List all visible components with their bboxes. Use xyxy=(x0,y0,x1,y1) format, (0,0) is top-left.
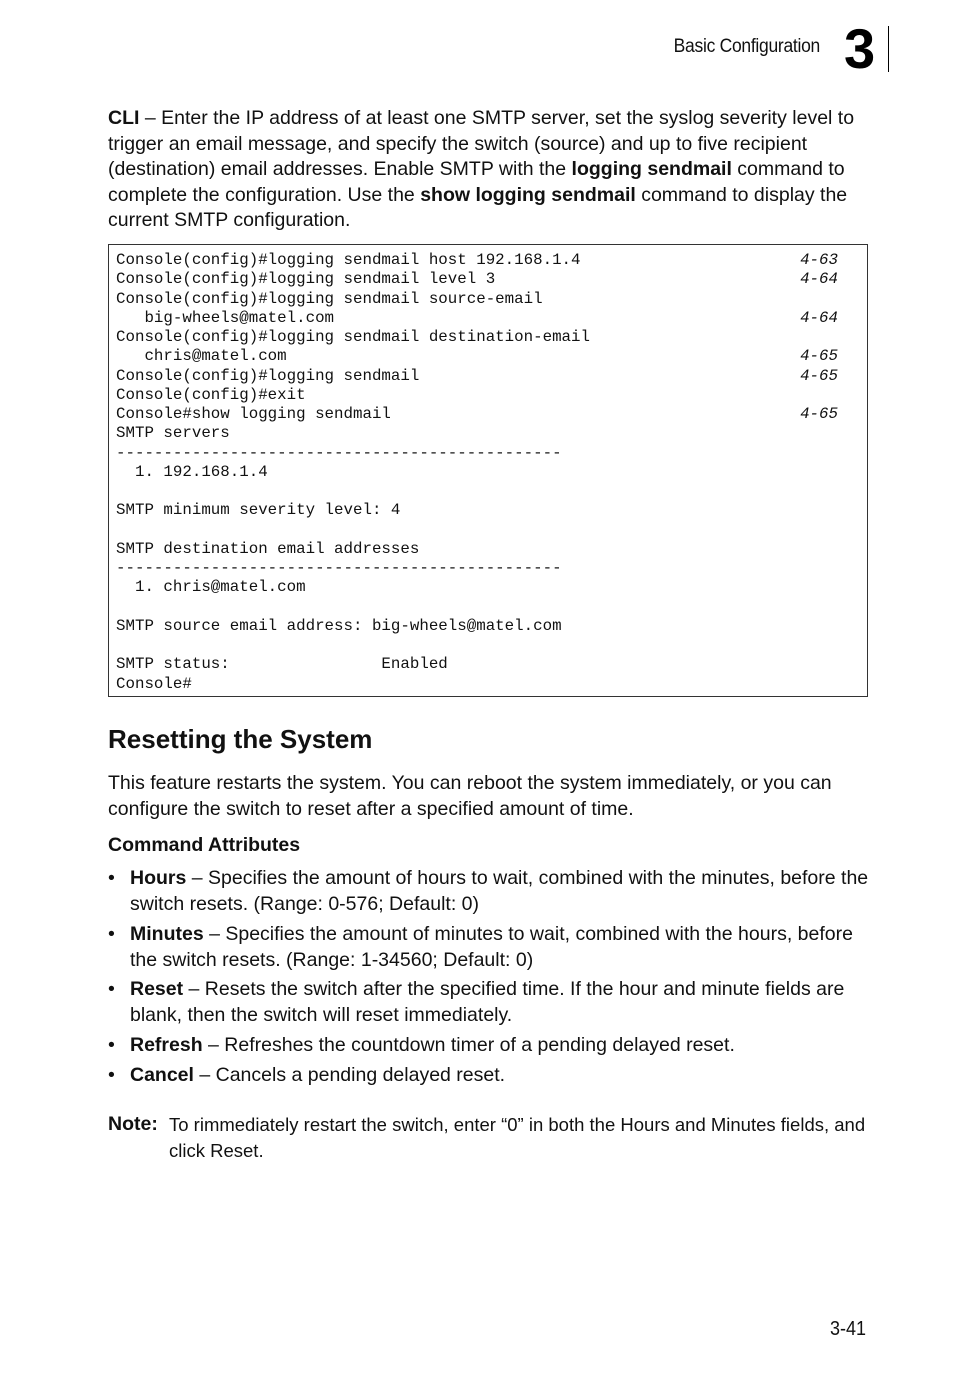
bullet-marker: • xyxy=(108,978,115,1000)
running-header-title: Basic Configuration xyxy=(673,36,820,57)
page-reference: 4-65 xyxy=(800,347,838,366)
cli-text-3: command to display the current SMTP configuration. xyxy=(108,183,848,231)
code-line: Console(config)#logging sendmail xyxy=(116,366,420,385)
bullet-marker: • xyxy=(108,1034,115,1056)
code-line: ----------------------------------------------- xyxy=(116,443,562,462)
note-label: Note: xyxy=(108,1113,158,1135)
cli-example-code-box xyxy=(108,244,868,697)
code-line: Console(config)#logging sendmail source-email xyxy=(116,289,543,308)
cli-command-show-logging-sendmail: show logging sendmail xyxy=(420,183,636,206)
cli-text-1: – Enter the IP address of at least one SMTP server, set the syslog severity level to trigger an email message, and specify the switch (source) and up to five recipient (destination) email addresses. Enable SMTP with the xyxy=(108,107,855,180)
code-line: Console(config)#logging sendmail level 3 xyxy=(116,270,496,289)
page-reference: 4-65 xyxy=(800,405,838,423)
code-line: chris@matel.com xyxy=(116,347,287,366)
attribute-description: – Resets the switch after the specified time. If the hour and minute fields are blank, then the switch will reset immediately. xyxy=(130,978,845,1026)
code-line: 1. chris@matel.com xyxy=(116,578,306,597)
attribute-term: Refresh xyxy=(130,1034,203,1056)
cli-command-logging-sendmail: logging sendmail xyxy=(571,158,732,180)
attribute-text xyxy=(130,977,870,1028)
attribute-description: – Cancels a pending delayed reset. xyxy=(193,1064,506,1086)
page-reference: 4-64 xyxy=(800,270,838,289)
section-intro-paragraph: This feature restarts the system. You can reboot the system immediately, or you can configure the switch to reset after a specified amount of time. xyxy=(108,772,832,820)
cli-text-2: command to complete the configuration. Use the xyxy=(108,158,845,206)
attribute-text xyxy=(130,922,870,973)
attribute-text xyxy=(130,866,870,917)
code-line: Console(config)#logging sendmail host 192.168.1.4 xyxy=(116,251,581,269)
bullet-marker: • xyxy=(108,867,115,889)
note-text: To rimmediately restart the switch, enter “0” in both the Hours and Minutes fields, and click Reset. xyxy=(169,1114,866,1161)
page-reference: 4-63 xyxy=(800,251,838,269)
cli-lead: CLI xyxy=(108,107,140,129)
attribute-text xyxy=(130,1033,870,1059)
code-line: Console# xyxy=(116,674,192,693)
attribute-term: Minutes xyxy=(130,923,204,945)
code-line: Console(config)#exit xyxy=(116,385,306,404)
attribute-description: – Specifies the amount of hours to wait, combined with the minutes, before the switch resets. (Range: 0-576; Default: 0) xyxy=(130,867,869,915)
bullet-marker: • xyxy=(108,923,115,945)
section-heading: Resetting the System xyxy=(108,724,373,754)
page-reference: 4-64 xyxy=(800,308,838,327)
code-line: big-wheels@matel.com xyxy=(116,308,335,327)
code-line: SMTP servers xyxy=(116,424,230,443)
attribute-description: – Specifies the amount of minutes to wait, combined with the hours, before the switch resets. (Range: 1-34560; Default: 0) xyxy=(130,923,853,971)
attribute-text xyxy=(130,1063,870,1089)
cli-paragraph xyxy=(108,106,868,234)
attribute-description: – Refreshes the countdown timer of a pending delayed reset. xyxy=(202,1034,735,1056)
bullet-marker: • xyxy=(108,1064,115,1086)
code-line: SMTP destination email addresses xyxy=(116,539,420,558)
chapter-number-tab xyxy=(838,17,889,80)
page-reference: 4-65 xyxy=(800,366,838,385)
attribute-term: Cancel xyxy=(130,1064,194,1086)
code-line: Console#show logging sendmail xyxy=(116,405,391,423)
code-line: SMTP status: Enabled xyxy=(116,655,448,674)
chapter-number: 3 xyxy=(844,17,876,80)
command-attributes-heading: Command Attributes xyxy=(108,834,301,856)
code-line: SMTP minimum severity level: 4 xyxy=(116,501,401,520)
attribute-term: Reset xyxy=(130,978,184,1000)
page-number: 3-41 xyxy=(829,1318,866,1340)
code-line: Console(config)#logging sendmail destination-email xyxy=(116,328,590,346)
code-line: 1. 192.168.1.4 xyxy=(116,462,268,481)
code-line: ----------------------------------------------- xyxy=(116,559,562,577)
code-line: SMTP source email address: big-wheels@matel.com xyxy=(116,616,562,635)
attribute-term: Hours xyxy=(130,867,187,889)
